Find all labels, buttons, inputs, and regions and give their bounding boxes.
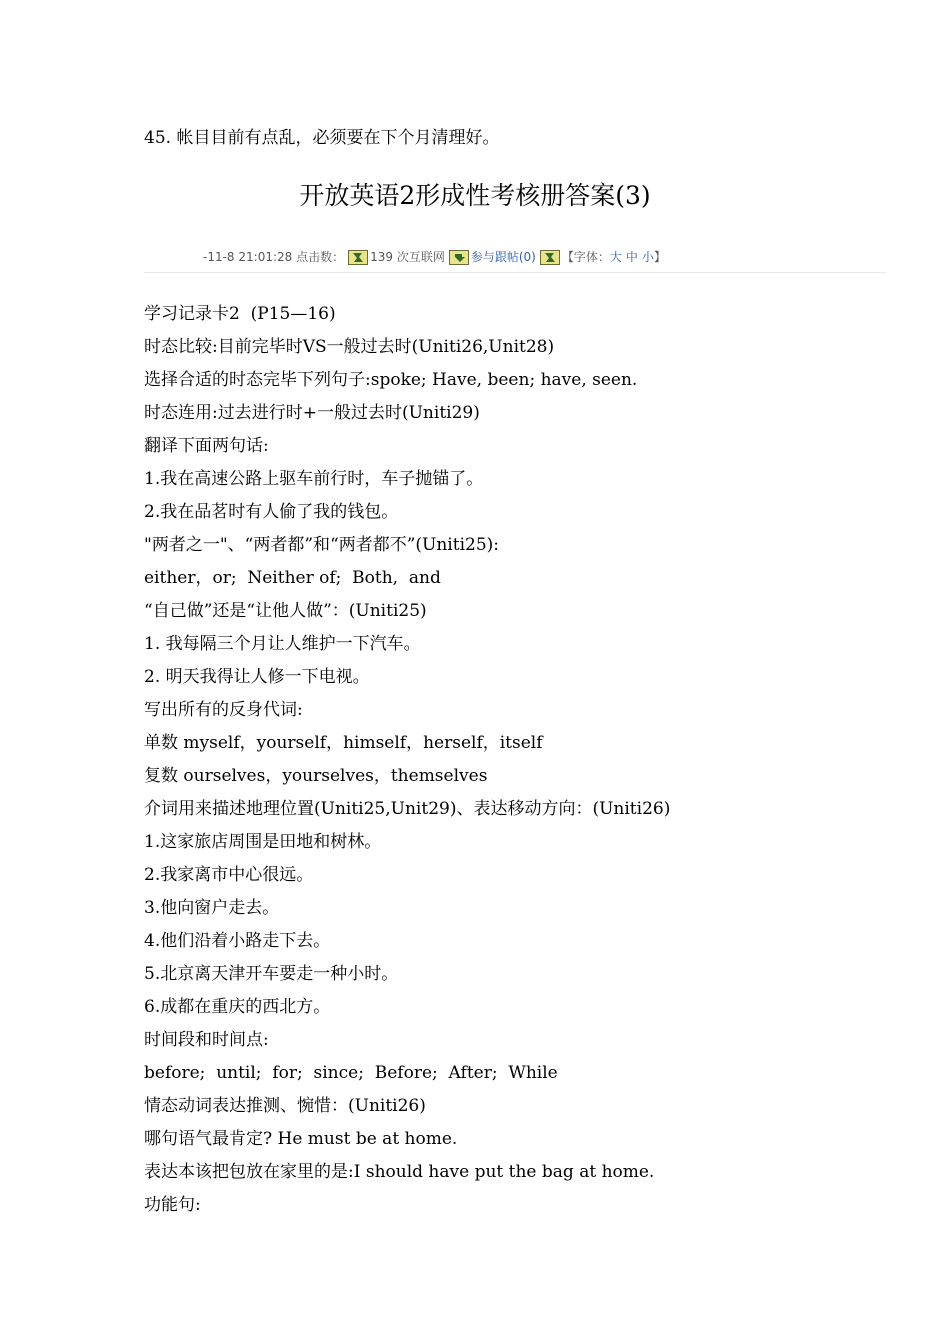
font-size-prefix: 【字体： <box>561 250 610 264</box>
text-line: 选择合适的时态完毕下列句子:spoke; Have, been; have, seen. <box>144 370 638 390</box>
text-line: 写出所有的反身代词: <box>144 700 303 720</box>
text-line: 功能句: <box>144 1195 201 1215</box>
text-line: 时态比较:目前完毕时VS一般过去时(Uniti26,Unit28) <box>144 337 555 357</box>
article-meta <box>203 246 666 268</box>
text-line: 单数 myself，yourself，himself，herself，itself <box>144 733 543 753</box>
text-line: 哪句语气最肯定? He must be at home. <box>144 1129 458 1149</box>
hits-text: 139 次互联网 <box>370 250 445 264</box>
text-line: 情态动词表达推测、惋惜：(Uniti26) <box>144 1096 426 1116</box>
text-line: 2.我家离市中心很远。 <box>144 865 314 885</box>
page-title: 开放英语2形成性考核册答案(3) <box>299 181 651 210</box>
text-line: 表达本该把包放在家里的是:I should have put the bag at home. <box>144 1162 655 1182</box>
text-line: either，or; Neither of; Both, and <box>144 568 441 588</box>
text-line: 1.这家旅店周围是田地和树林。 <box>144 832 382 852</box>
divider <box>144 272 886 273</box>
text-line: "两者之一"、“两者都”和“两者都不”(Uniti25): <box>144 535 500 555</box>
text-line: before; until; for; since; Before; After; While <box>144 1063 558 1083</box>
text-line: 1. 我每隔三个月让人维护一下汽车。 <box>144 634 421 654</box>
text-line: 2. 明天我得让人修一下电视。 <box>144 667 370 687</box>
text-line: 时态连用:过去进行时+一般过去时(Uniti29) <box>144 403 480 423</box>
font-size-suffix: 】 <box>653 250 666 264</box>
text-line: 2.我在品茗时有人偷了我的钱包。 <box>144 502 399 522</box>
text-line: 3.他向窗户走去。 <box>144 898 280 918</box>
text-line: 5.北京离天津开车要走一种小时。 <box>144 964 399 984</box>
text-line: 学习记录卡2 (P15—16) <box>144 304 336 324</box>
text-line: 复数 ourselves，yourselves，themselves <box>144 766 488 786</box>
reply-link[interactable]: 参与跟帖(0) <box>470 250 536 264</box>
datetime-text: -11-8 21:01:28 点击数： <box>203 250 345 264</box>
text-line: 4.他们沿着小路走下去。 <box>144 931 331 951</box>
speech-bubble-icon <box>348 250 368 265</box>
text-line: 翻译下面两句话: <box>144 436 269 456</box>
font-icon <box>540 250 560 265</box>
text-line: 介词用来描述地理位置(Uniti25,Unit29)、表达移动方向：(Uniti26) <box>144 799 671 819</box>
intro-line: 45. 帐目目前有点乱，必须要在下个月清理好。 <box>144 128 500 148</box>
text-line: 时间段和时间点: <box>144 1030 269 1050</box>
text-line: 1.我在高速公路上驱车前行时，车子抛锚了。 <box>144 469 484 489</box>
font-size-large-link[interactable]: 大 <box>609 250 622 264</box>
font-size-small-link[interactable]: 小 <box>641 250 654 264</box>
text-line: 6.成都在重庆的西北方。 <box>144 997 331 1017</box>
text-line: “自己做”还是“让他人做”：(Uniti25) <box>144 601 427 621</box>
refresh-icon[interactable] <box>449 250 469 265</box>
body-text <box>144 298 904 1222</box>
font-size-medium-link[interactable]: 中 <box>625 250 638 264</box>
